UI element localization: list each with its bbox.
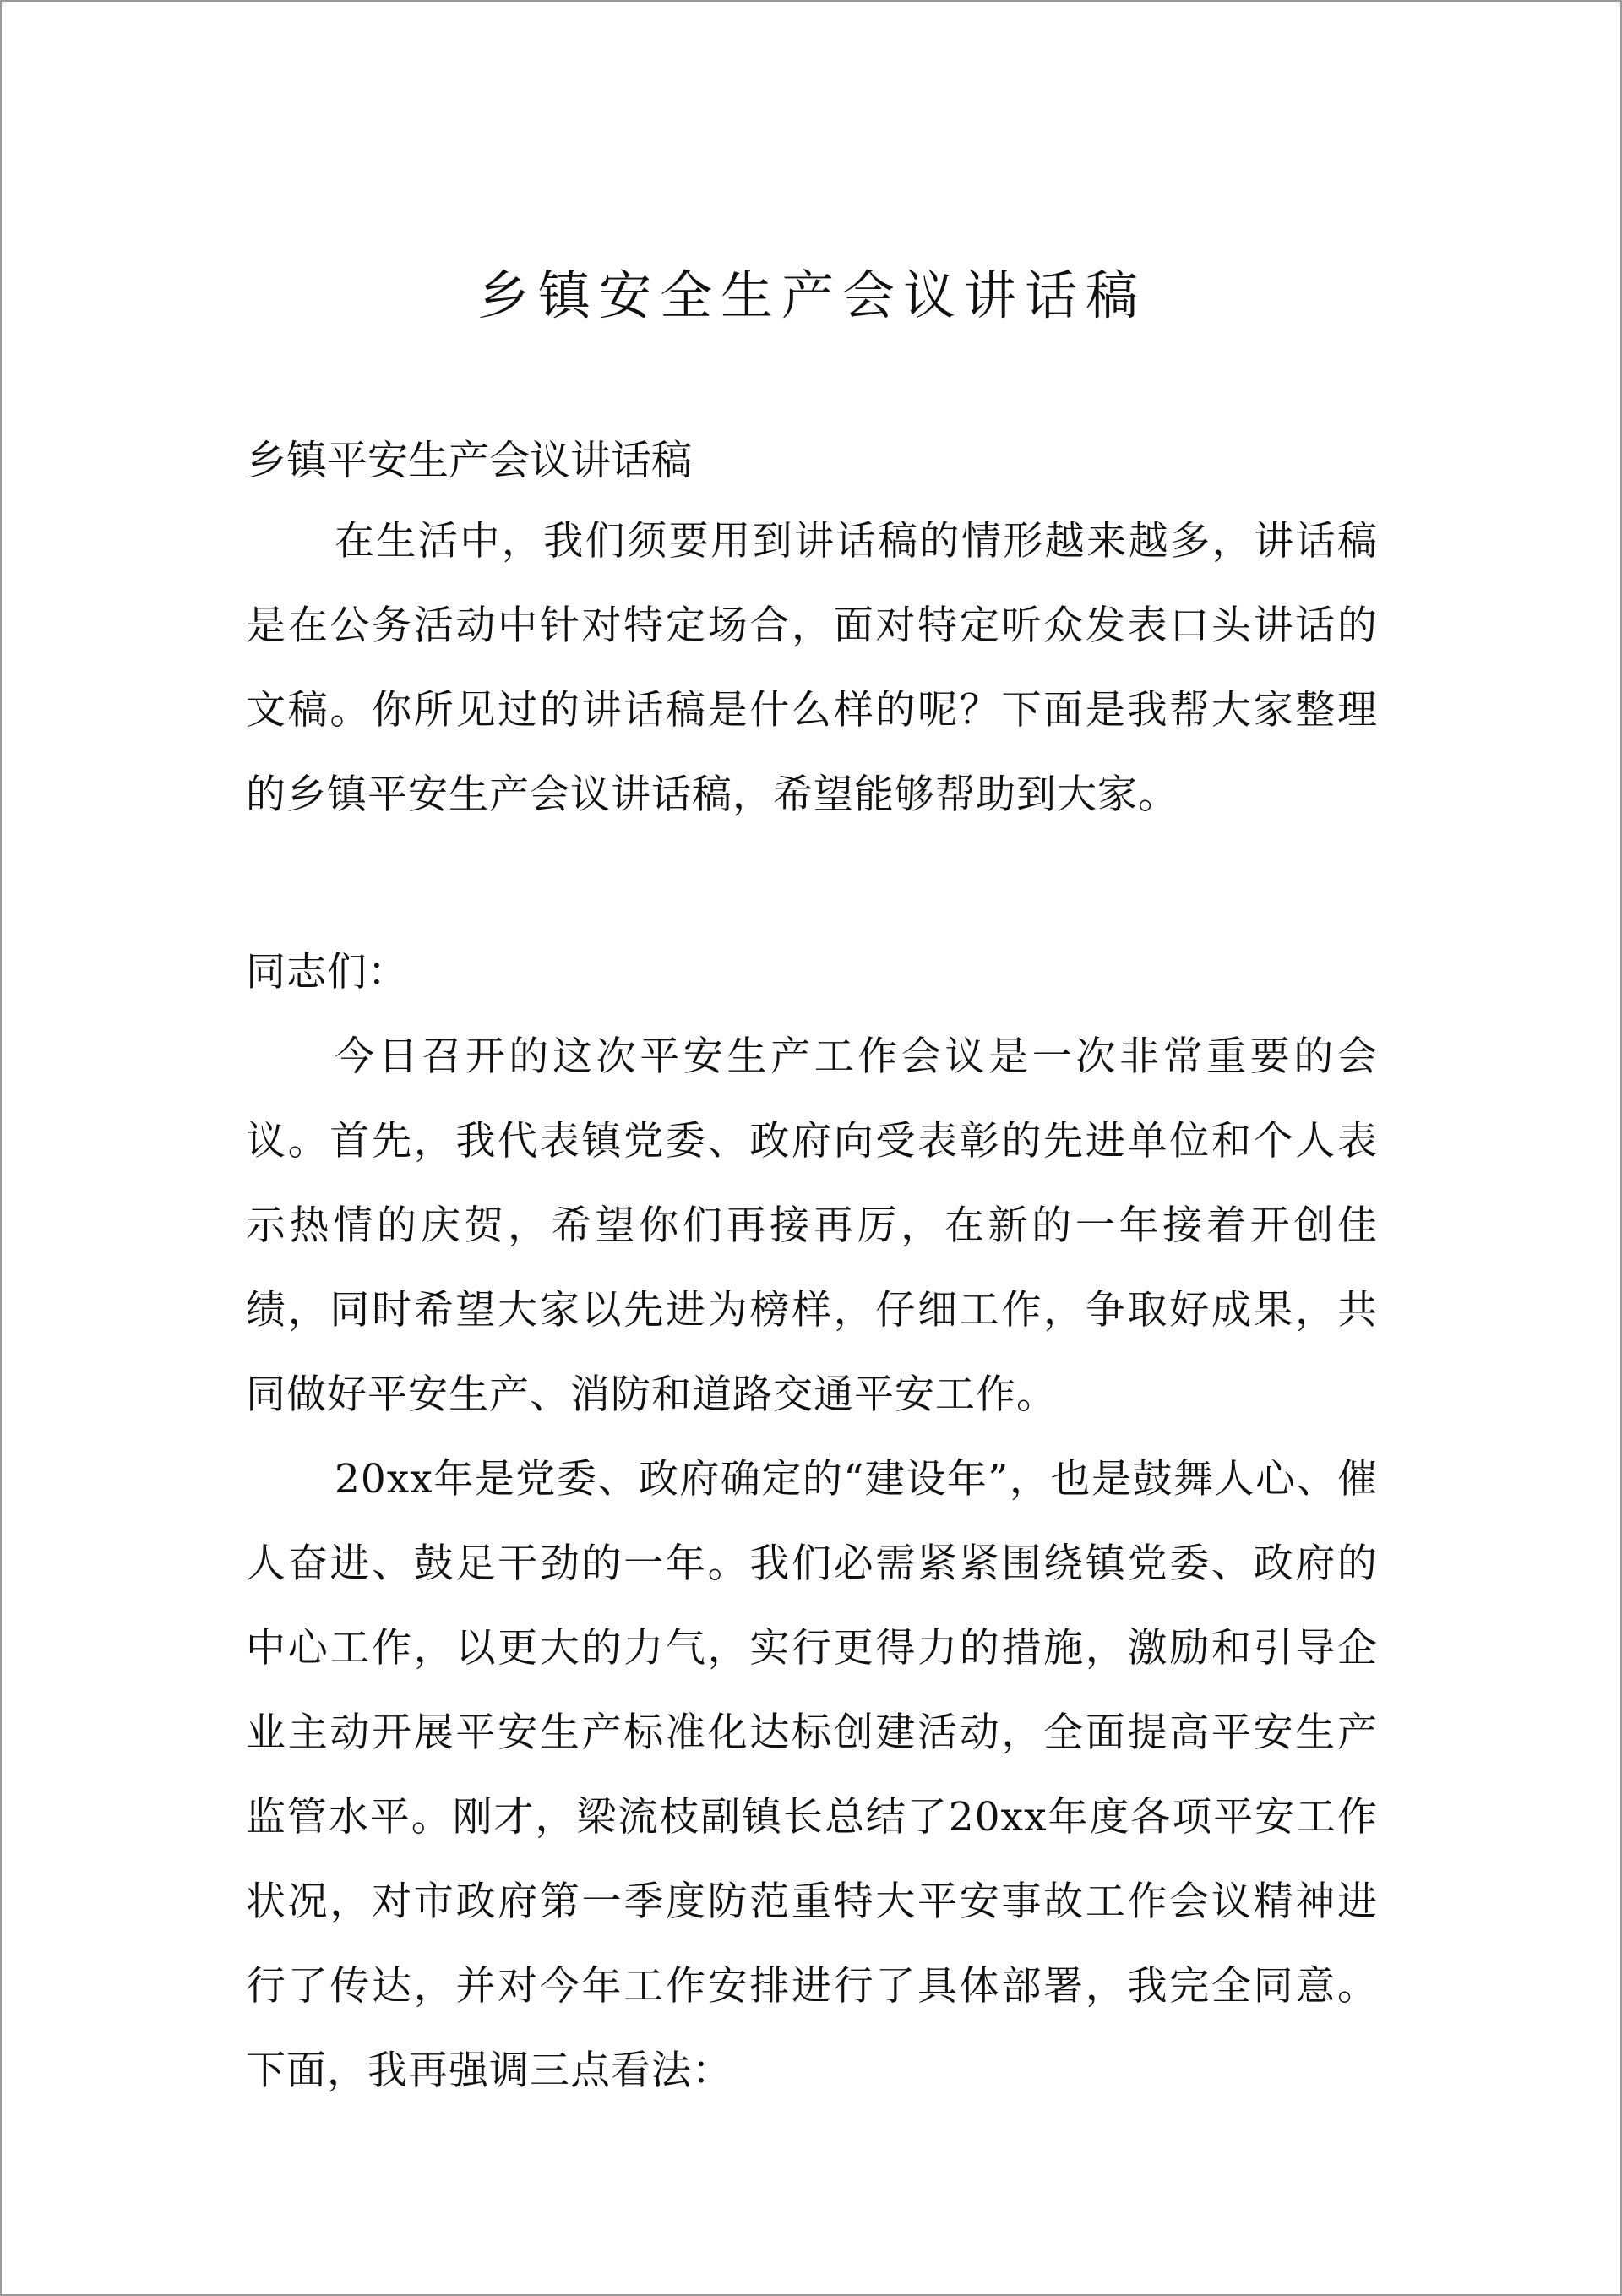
- document-subtitle: 乡镇平安生产会议讲话稿: [246, 437, 693, 484]
- intro-paragraph: 在生活中，我们须要用到讲话稿的情形越来越多，讲话稿是在公务活动中针对特定场合，面对特定听众发表口头讲话的文稿。你所见过的讲话稿是什么样的呢？下面是我帮大家整理的乡镇平安生产会议讲话稿，希望能够帮助到大家。: [246, 518, 1378, 818]
- body-paragraph-2: 20xx年是党委、政府确定的“建设年”，也是鼓舞人心、催人奋进、鼓足干劲的一年。我们必需紧紧围绕镇党委、政府的中心工作，以更大的力气，实行更得力的措施，激励和引导企业主动开展平安生产标准化达标创建活动，全面提高平安生产监管水平。刚才，梁流枝副镇长总结了20xx年度各项平安工作状况，对市政府第一季度防范重特大平安事故工作会议精神进行了传达，并对今年工作安排进行了具体部署，我完全同意。下面，我再强调三点看法：: [246, 1456, 1378, 2094]
- body-paragraph-1: 今日召开的这次平安生产工作会议是一次非常重要的会议。首先，我代表镇党委、政府向受表彰的先进单位和个人表示热情的庆贺，希望你们再接再厉，在新的一年接着开创佳绩，同时希望大家以先进为榜样，仔细工作，争取好成果，共同做好平安生产、消防和道路交通平安工作。: [246, 1033, 1378, 1418]
- greeting: 同志们：: [246, 949, 408, 995]
- document-title: 乡镇安全生产会议讲话稿: [476, 265, 1146, 326]
- document-body: [246, 245, 1378, 2113]
